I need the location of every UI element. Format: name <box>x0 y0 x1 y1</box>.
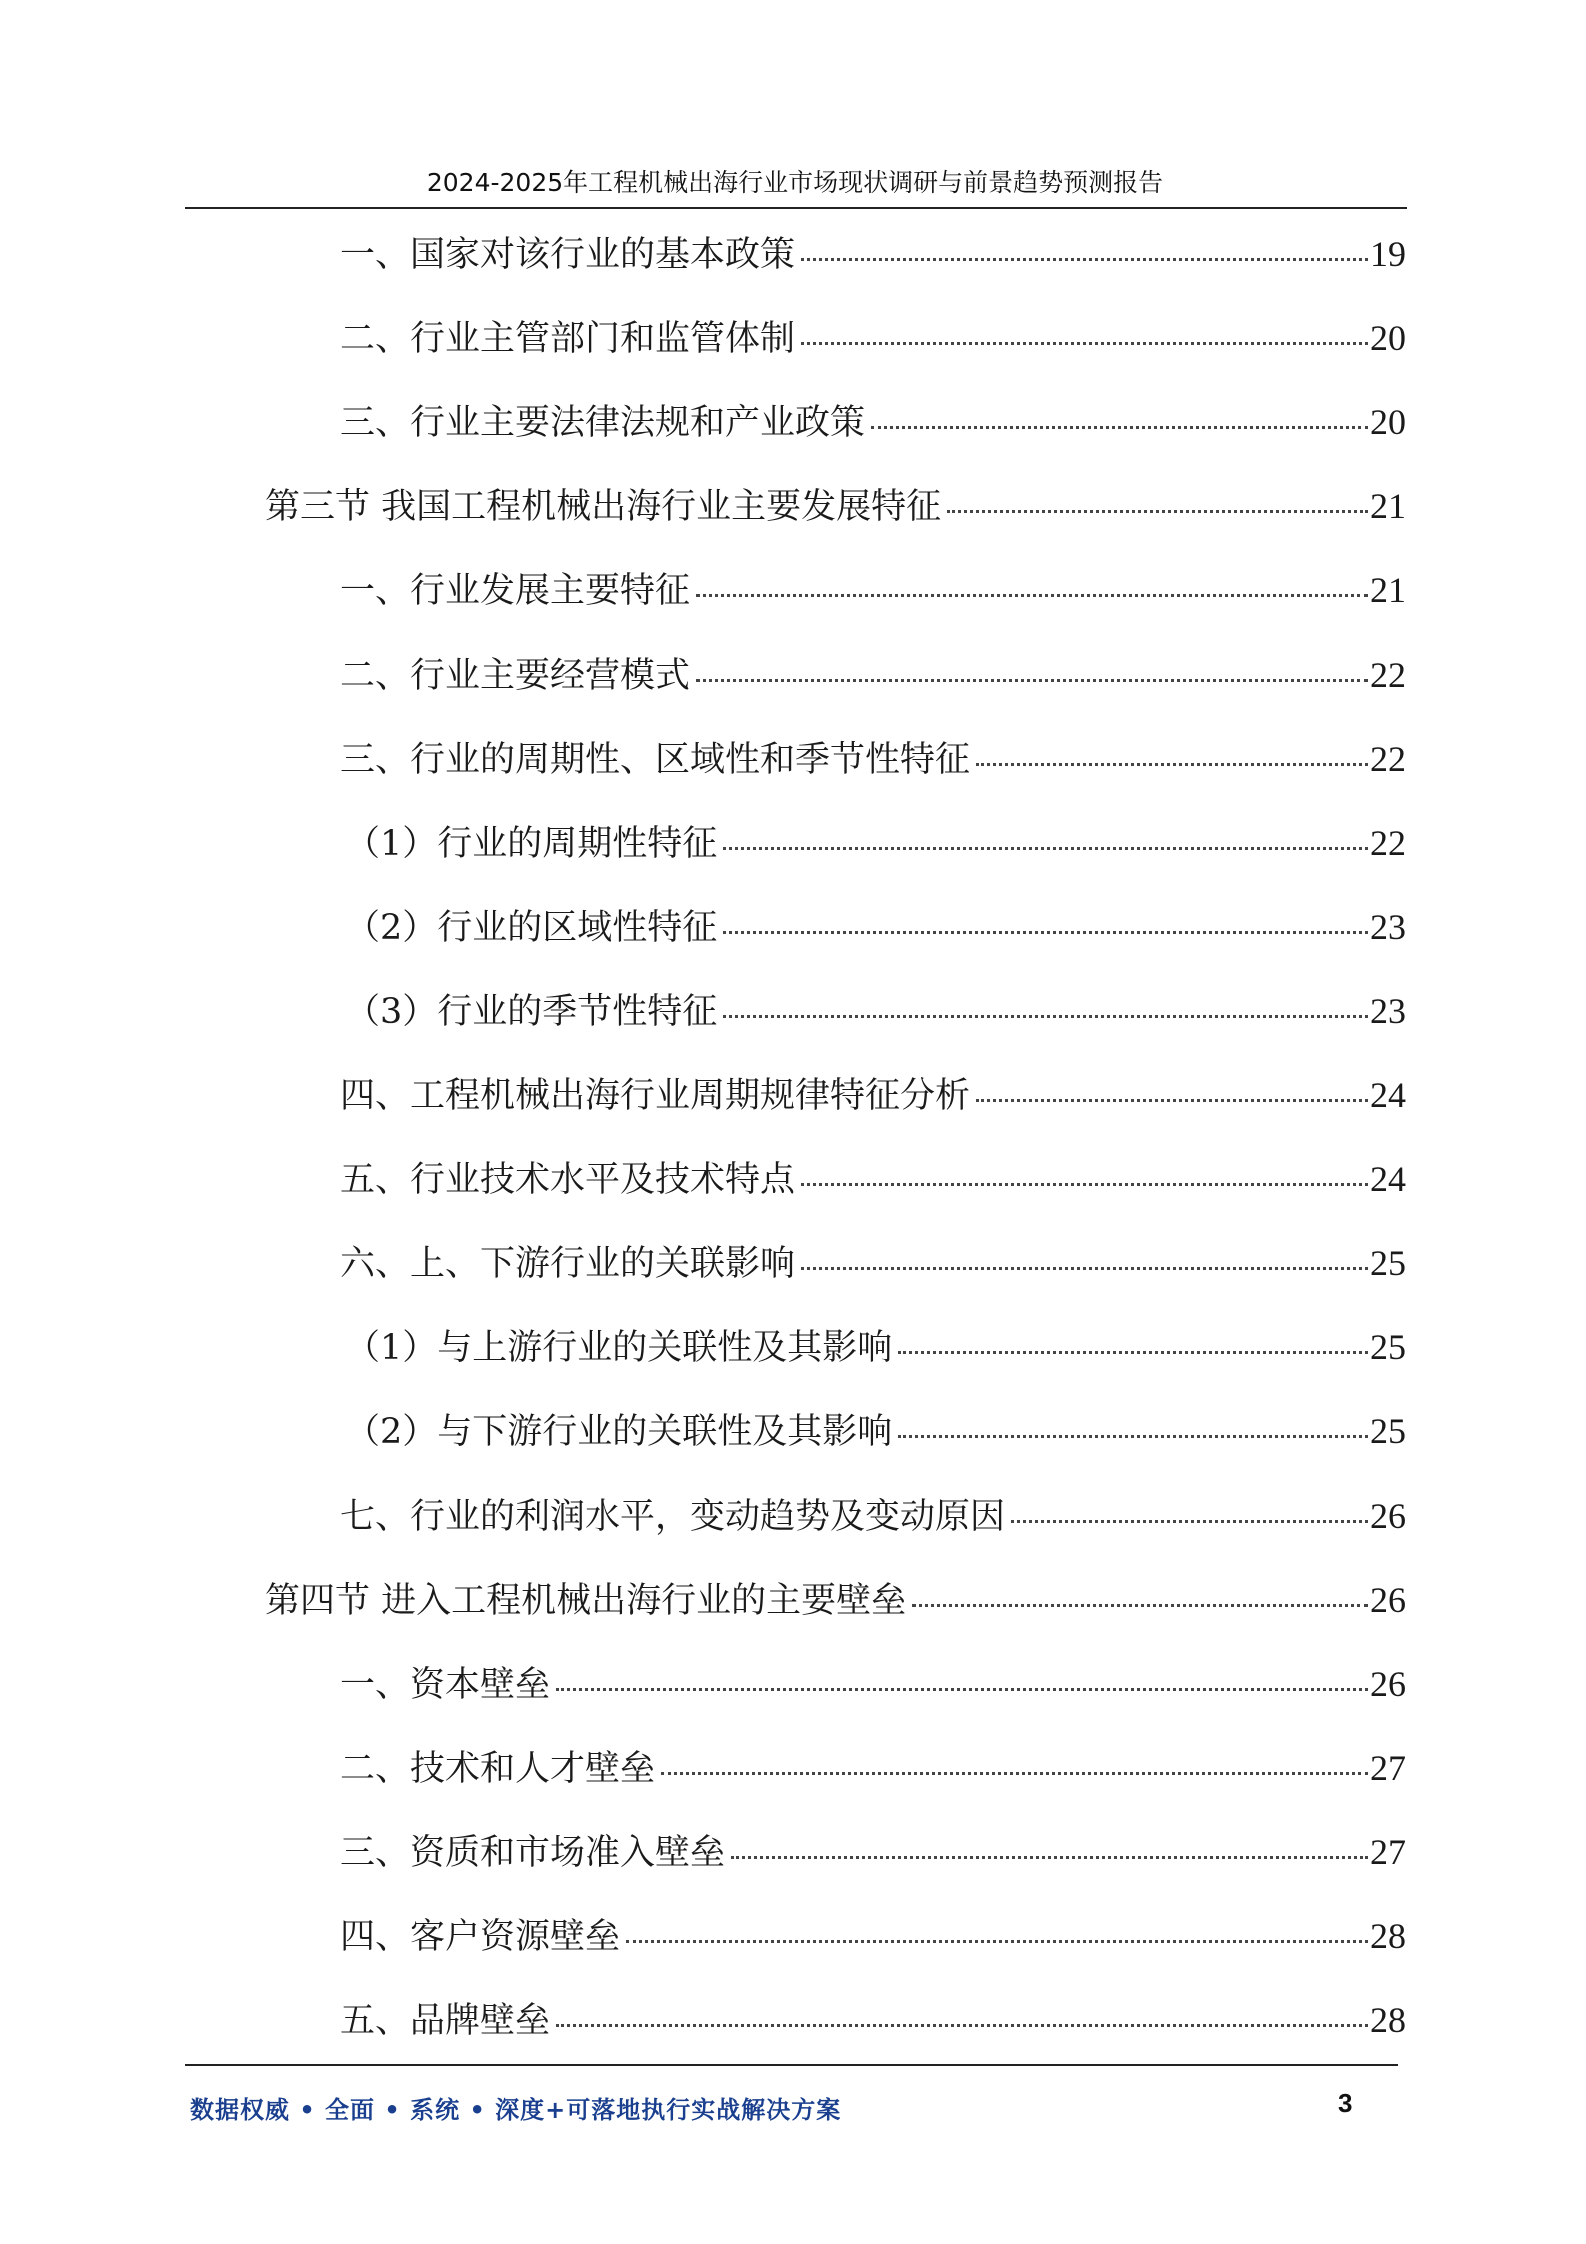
page-header-title: 2024-2025年工程机械出海行业市场现状调研与前景趋势预测报告 <box>426 168 1164 197</box>
toc-entry-page: 25 <box>1370 1411 1406 1452</box>
toc-entry-page: 24 <box>1370 1075 1406 1115</box>
toc-entry-page: 20 <box>1370 402 1406 443</box>
toc-entry-label: 五、品牌壁垒 <box>340 2001 551 2042</box>
toc-entry-label: （1）与上游行业的关联性及其影响 <box>345 1328 893 1369</box>
toc-dot-leader <box>696 679 1368 682</box>
toc-entry[interactable] <box>340 400 1406 444</box>
header-divider <box>185 207 1407 209</box>
toc-dot-leader <box>898 1435 1368 1438</box>
toc-entry-label: 第四节 进入工程机械出海行业的主要壁垒 <box>265 1580 907 1621</box>
toc-dot-leader <box>801 1183 1368 1186</box>
toc-dot-leader <box>912 1604 1368 1607</box>
toc-entry[interactable] <box>265 1578 1406 1622</box>
toc-dot-leader <box>723 1015 1368 1018</box>
toc-entry-label: 二、行业主要经营模式 <box>340 655 691 696</box>
toc-entry[interactable] <box>345 989 1406 1033</box>
toc-entry-label: 一、资本壁垒 <box>340 1664 551 1705</box>
toc-entry[interactable] <box>340 1494 1406 1538</box>
toc-dot-leader <box>801 1267 1368 1270</box>
toc-entry-label: 六、上、下游行业的关联影响 <box>340 1244 796 1285</box>
toc-entry-page: 25 <box>1370 1327 1406 1368</box>
toc-entry-label: 七、行业的利润水平，变动趋势及变动原因 <box>340 1496 1006 1537</box>
toc-entry-page: 27 <box>1370 1831 1406 1872</box>
toc-dot-leader <box>1011 1520 1368 1523</box>
toc-entry[interactable] <box>345 1325 1406 1369</box>
footer-divider <box>185 2064 1398 2066</box>
toc-entry-page: 26 <box>1370 1579 1406 1620</box>
toc-entry-page: 22 <box>1370 654 1406 695</box>
toc-entry-page: 27 <box>1370 1747 1406 1788</box>
toc-entry-label: （3）行业的季节性特征 <box>345 991 718 1032</box>
toc-entry-label: 四、客户资源壁垒 <box>340 1917 621 1957</box>
toc-entry-page: 26 <box>1370 1495 1406 1536</box>
toc-dot-leader <box>801 258 1368 261</box>
toc-entry-label: 二、行业主管部门和监管体制 <box>340 319 796 360</box>
toc-dot-leader <box>556 1688 1368 1691</box>
toc-dot-leader <box>871 426 1368 429</box>
toc-entry-page: 21 <box>1370 486 1406 527</box>
toc-entry-label: 三、行业主要法律法规和产业政策 <box>340 403 866 444</box>
toc-entry[interactable] <box>340 1914 1406 1958</box>
toc-entry-label: （1）行业的周期性特征 <box>345 823 718 864</box>
toc-entry-page: 24 <box>1370 1159 1406 1200</box>
toc-entry-page: 25 <box>1370 1243 1406 1284</box>
toc-entry-page: 20 <box>1370 318 1406 359</box>
toc-entry-page: 23 <box>1370 990 1406 1031</box>
toc-entry[interactable] <box>345 1409 1406 1453</box>
toc-entry-page: 22 <box>1370 738 1406 779</box>
toc-entry-label: （2）与下游行业的关联性及其影响 <box>345 1412 893 1453</box>
toc-entry[interactable] <box>340 1998 1406 2042</box>
toc-entry[interactable] <box>340 568 1406 612</box>
toc-entry-page: 26 <box>1370 1663 1406 1704</box>
toc-dot-leader <box>723 931 1368 934</box>
toc-entry[interactable] <box>340 1662 1406 1706</box>
toc-entry-label: 五、行业技术水平及技术特点 <box>340 1160 796 1201</box>
toc-entry[interactable] <box>340 737 1406 781</box>
toc-entry[interactable] <box>340 653 1406 697</box>
toc-dot-leader <box>947 510 1368 513</box>
toc-entry-page: 22 <box>1370 822 1406 863</box>
toc-entry-label: 一、国家对该行业的基本政策 <box>340 235 796 275</box>
toc-entry[interactable] <box>340 1241 1406 1285</box>
toc-dot-leader <box>626 1940 1368 1943</box>
toc-entry[interactable] <box>265 484 1406 528</box>
toc-dot-leader <box>556 2024 1368 2027</box>
toc-dot-leader <box>731 1856 1368 1859</box>
toc-entry[interactable] <box>340 1830 1406 1874</box>
toc-entry-label: 三、行业的周期性、区域性和季节性特征 <box>340 739 971 780</box>
toc-dot-leader <box>976 763 1368 766</box>
toc-entry[interactable] <box>340 1073 1406 1117</box>
toc-entry-page: 21 <box>1370 570 1406 611</box>
toc-entry-page: 28 <box>1370 1916 1406 1956</box>
toc-entry[interactable] <box>340 316 1406 360</box>
toc-entry-label: 二、技术和人才壁垒 <box>340 1748 656 1789</box>
toc-dot-leader <box>661 1772 1368 1775</box>
toc-entry[interactable] <box>340 1157 1406 1201</box>
toc-entry[interactable] <box>345 821 1406 865</box>
toc-entry-label: （2）行业的区域性特征 <box>345 907 718 948</box>
toc-entry-page: 28 <box>1370 2000 1406 2041</box>
toc-entry[interactable] <box>345 905 1406 949</box>
toc-entry-label: 三、资质和市场准入壁垒 <box>340 1832 726 1873</box>
footer-slogan: 数据权威 • 全面 • 系统 • 深度+可落地执行实战解决方案 <box>190 2096 842 2124</box>
toc-entry-label: 第三节 我国工程机械出海行业主要发展特征 <box>265 487 942 528</box>
toc-dot-leader <box>898 1351 1368 1354</box>
toc-dot-leader <box>801 342 1368 345</box>
toc-dot-leader <box>696 594 1368 597</box>
toc-entry-page: 19 <box>1370 234 1406 274</box>
toc-entry-label: 四、工程机械出海行业周期规律特征分析 <box>340 1076 971 1116</box>
toc-entry-page: 23 <box>1370 906 1406 947</box>
toc-entry-label: 一、行业发展主要特征 <box>340 571 691 612</box>
toc-entry[interactable] <box>340 232 1406 276</box>
toc-entry[interactable] <box>340 1746 1406 1790</box>
toc-dot-leader <box>723 847 1368 850</box>
footer-page-number: 3 <box>1338 2088 1353 2118</box>
toc-dot-leader <box>976 1099 1368 1102</box>
